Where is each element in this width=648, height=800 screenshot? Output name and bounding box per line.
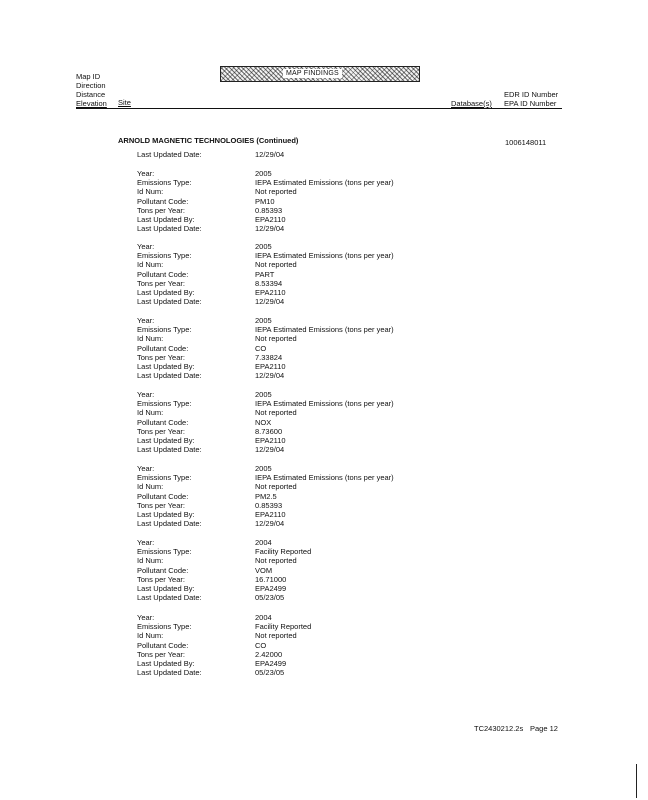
last-updated-by-value: EPA2499 bbox=[255, 658, 287, 668]
record-row-last-updated-date bbox=[137, 298, 437, 307]
year-label: Year: bbox=[137, 464, 155, 473]
last-updated-date-label: Last Updated Date: bbox=[137, 668, 202, 678]
epa-id-label: EPA ID Number bbox=[504, 99, 557, 108]
year-value: 2005 bbox=[255, 242, 272, 251]
id-num-label: Id Num: bbox=[137, 334, 164, 344]
last-updated-by-value: EPA2110 bbox=[255, 361, 286, 371]
last-updated-date-value: 12/29/04 bbox=[255, 297, 285, 307]
record-row-last-updated-date bbox=[137, 520, 437, 529]
year-value: 2005 bbox=[255, 464, 272, 473]
emission-record bbox=[137, 391, 437, 455]
emission-record bbox=[137, 539, 437, 603]
tons-per-year-label: Tons per Year: bbox=[137, 649, 185, 659]
id-num-value: Not reported bbox=[255, 187, 297, 197]
last-updated-date-value: 05/23/05 bbox=[255, 668, 285, 678]
footer-doc-id: TC2430212.2s bbox=[474, 724, 524, 733]
pollutant-code-label: Pollutant Code: bbox=[137, 640, 189, 650]
emissions-type-label: Emissions Type: bbox=[137, 622, 192, 632]
record-row-last-updated-date bbox=[137, 225, 437, 234]
last-updated-date-value: 12/29/04 bbox=[255, 445, 285, 455]
id-num-label: Id Num: bbox=[137, 631, 164, 641]
map-findings-banner bbox=[220, 66, 420, 82]
id-num-label: Id Num: bbox=[137, 556, 164, 566]
direction-label: Direction bbox=[76, 81, 106, 90]
emissions-type-label: Emissions Type: bbox=[137, 547, 192, 557]
year-label: Year: bbox=[137, 613, 155, 622]
year-label: Year: bbox=[137, 169, 155, 178]
emissions-type-value: IEPA Estimated Emissions (tons per year) bbox=[255, 473, 394, 483]
edr-id-label: EDR ID Number bbox=[504, 90, 559, 99]
last-updated-date-label: Last Updated Date: bbox=[137, 224, 202, 234]
id-num-value: Not reported bbox=[255, 334, 297, 344]
header-left-labels bbox=[76, 72, 107, 108]
last-updated-by-label: Last Updated By: bbox=[137, 361, 195, 371]
last-updated-date-label: Last Updated Date: bbox=[137, 150, 202, 159]
tons-per-year-label: Tons per Year: bbox=[137, 426, 185, 436]
pollutant-code-label: Pollutant Code: bbox=[137, 491, 189, 501]
year-value: 2004 bbox=[255, 613, 272, 622]
last-updated-date-label: Last Updated Date: bbox=[137, 593, 202, 603]
emissions-type-value: IEPA Estimated Emissions (tons per year) bbox=[255, 251, 394, 261]
year-label: Year: bbox=[137, 316, 155, 325]
tons-per-year-value: 16.71000 bbox=[255, 574, 287, 584]
emissions-type-value: Facility Reported bbox=[255, 547, 312, 557]
pollutant-code-value: VOM bbox=[255, 565, 273, 575]
id-num-value: Not reported bbox=[255, 631, 297, 641]
last-updated-by-value: EPA2110 bbox=[255, 287, 286, 297]
emissions-type-label: Emissions Type: bbox=[137, 325, 192, 335]
emissions-type-value: IEPA Estimated Emissions (tons per year) bbox=[255, 178, 394, 188]
year-value: 2005 bbox=[255, 169, 272, 178]
last-updated-by-label: Last Updated By: bbox=[137, 435, 195, 445]
emission-record bbox=[137, 243, 437, 307]
elevation-label: Elevation bbox=[76, 99, 107, 108]
pollutant-code-value: PM10 bbox=[255, 196, 275, 206]
pollutant-code-label: Pollutant Code: bbox=[137, 343, 189, 353]
tons-per-year-label: Tons per Year: bbox=[137, 205, 185, 215]
last-updated-by-label: Last Updated By: bbox=[137, 658, 195, 668]
page-edge-line bbox=[636, 764, 637, 798]
pollutant-code-label: Pollutant Code: bbox=[137, 417, 189, 427]
record-row-last-updated-date bbox=[137, 372, 437, 381]
tons-per-year-value: 0.85393 bbox=[255, 500, 283, 510]
header-divider bbox=[76, 108, 562, 109]
database-column-label: Database(s) bbox=[451, 99, 492, 108]
year-value: 2005 bbox=[255, 390, 272, 399]
pollutant-code-label: Pollutant Code: bbox=[137, 196, 189, 206]
last-updated-by-value: EPA2110 bbox=[255, 509, 286, 519]
emission-record bbox=[137, 317, 437, 381]
emissions-type-value: IEPA Estimated Emissions (tons per year) bbox=[255, 325, 394, 335]
pollutant-code-label: Pollutant Code: bbox=[137, 269, 189, 279]
year-label: Year: bbox=[137, 538, 155, 547]
emission-record bbox=[137, 170, 437, 234]
year-value: 2004 bbox=[255, 538, 272, 547]
map-id-label: Map ID bbox=[76, 72, 101, 81]
emissions-type-label: Emissions Type: bbox=[137, 178, 192, 188]
continued-row bbox=[137, 151, 437, 160]
last-updated-date-value: 05/23/05 bbox=[255, 593, 285, 603]
site-column-label: Site bbox=[118, 98, 131, 107]
year-label: Year: bbox=[137, 242, 155, 251]
tons-per-year-label: Tons per Year: bbox=[137, 352, 185, 362]
last-updated-by-label: Last Updated By: bbox=[137, 583, 195, 593]
id-num-value: Not reported bbox=[255, 408, 297, 418]
header-right-labels bbox=[504, 90, 558, 108]
last-updated-by-label: Last Updated By: bbox=[137, 287, 195, 297]
edr-id-value: 1006148011 bbox=[505, 138, 547, 147]
pollutant-code-value: CO bbox=[255, 640, 267, 650]
tons-per-year-value: 7.33824 bbox=[255, 352, 283, 362]
last-updated-date-label: Last Updated Date: bbox=[137, 445, 202, 455]
emissions-type-value: IEPA Estimated Emissions (tons per year) bbox=[255, 399, 394, 409]
emissions-type-value: Facility Reported bbox=[255, 622, 312, 632]
last-updated-date-value: 12/29/04 bbox=[255, 519, 285, 529]
banner-title: MAP FINDINGS bbox=[283, 69, 342, 78]
record-row-last-updated-date bbox=[137, 594, 437, 603]
record-row-last-updated-date bbox=[137, 446, 437, 455]
pollutant-code-label: Pollutant Code: bbox=[137, 565, 189, 575]
id-num-label: Id Num: bbox=[137, 408, 164, 418]
id-num-label: Id Num: bbox=[137, 187, 164, 197]
last-updated-by-value: EPA2110 bbox=[255, 214, 286, 224]
last-updated-date-value: 12/29/04 bbox=[255, 371, 285, 381]
pollutant-code-value: PM2.5 bbox=[255, 491, 277, 501]
last-updated-by-value: EPA2110 bbox=[255, 435, 286, 445]
id-num-value: Not reported bbox=[255, 260, 297, 270]
id-num-value: Not reported bbox=[255, 556, 297, 566]
pollutant-code-value: CO bbox=[255, 343, 267, 353]
id-num-value: Not reported bbox=[255, 482, 297, 492]
pollutant-code-value: NOX bbox=[255, 417, 272, 427]
emission-record bbox=[137, 465, 437, 529]
tons-per-year-value: 0.85393 bbox=[255, 205, 283, 215]
emission-record bbox=[137, 614, 437, 678]
last-updated-date-label: Last Updated Date: bbox=[137, 297, 202, 307]
tons-per-year-label: Tons per Year: bbox=[137, 574, 185, 584]
site-name: ARNOLD MAGNETIC TECHNOLOGIES (Continued) bbox=[118, 136, 299, 145]
emissions-type-label: Emissions Type: bbox=[137, 473, 192, 483]
distance-label: Distance bbox=[76, 90, 106, 99]
tons-per-year-value: 8.53394 bbox=[255, 278, 283, 288]
record-row-last-updated-date bbox=[137, 669, 437, 678]
tons-per-year-label: Tons per Year: bbox=[137, 500, 185, 510]
id-num-label: Id Num: bbox=[137, 260, 164, 270]
tons-per-year-label: Tons per Year: bbox=[137, 278, 185, 288]
last-updated-by-label: Last Updated By: bbox=[137, 214, 195, 224]
last-updated-by-label: Last Updated By: bbox=[137, 509, 195, 519]
emissions-type-label: Emissions Type: bbox=[137, 399, 192, 409]
pollutant-code-value: PART bbox=[255, 269, 275, 279]
footer-page-number: Page 12 bbox=[530, 724, 558, 733]
last-updated-date-label: Last Updated Date: bbox=[137, 519, 202, 529]
year-label: Year: bbox=[137, 390, 155, 399]
last-updated-date-label: Last Updated Date: bbox=[137, 371, 202, 381]
tons-per-year-value: 2.42000 bbox=[255, 649, 283, 659]
id-num-label: Id Num: bbox=[137, 482, 164, 492]
last-updated-date-value: 12/29/04 bbox=[255, 150, 285, 159]
emissions-type-label: Emissions Type: bbox=[137, 251, 192, 261]
last-updated-by-value: EPA2499 bbox=[255, 583, 287, 593]
last-updated-date-value: 12/29/04 bbox=[255, 224, 285, 234]
year-value: 2005 bbox=[255, 316, 272, 325]
tons-per-year-value: 8.73600 bbox=[255, 426, 283, 436]
